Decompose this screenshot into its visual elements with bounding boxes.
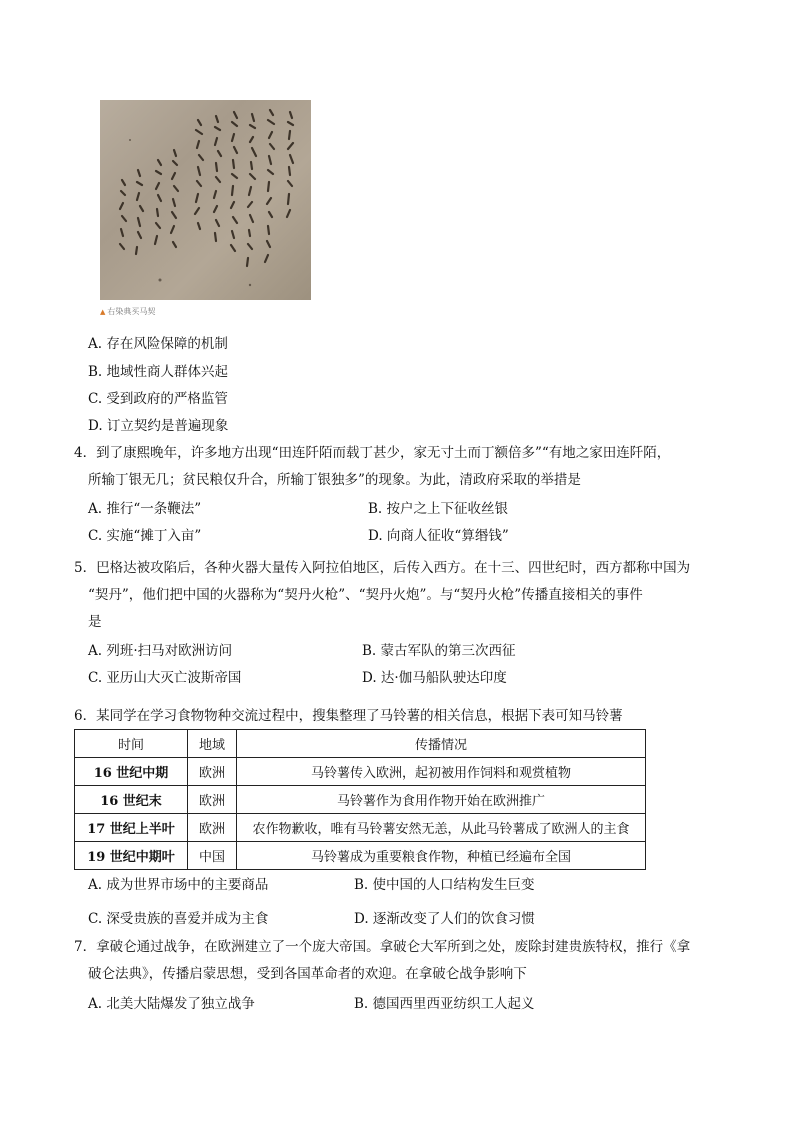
q5-stem-line3: 是 — [88, 614, 102, 630]
q3-option-c: C. 受到政府的严格监管 — [88, 391, 228, 407]
q5-stem-line1: 5．巴格达被攻陷后，各种火器大量传入阿拉伯地区，后传入西方。在十三、四世纪时，西方都称中国为 — [74, 560, 691, 576]
q5-option-a: A. 列班·扫马对欧洲访问 — [88, 643, 233, 659]
table-row — [75, 786, 646, 814]
table-cell-spread: 马铃薯成为重要粮食作物，种植已经遍布全国 — [237, 842, 646, 870]
q5-option-b: B. 蒙古军队的第三次西征 — [362, 643, 516, 659]
q5-option-c: C. 亚历山大灭亡波斯帝国 — [88, 670, 242, 686]
q7-stem-line1: 7．拿破仑通过战争，在欧洲建立了一个庞大帝国。拿破仑大军所到之处，废除封建贵族特权，推行《拿 — [74, 939, 691, 955]
q4-option-c: C. 实施“摊丁入亩” — [88, 528, 202, 544]
table-header-time: 时间 — [75, 730, 188, 758]
q6-option-a: A. 成为世界市场中的主要商品 — [88, 877, 269, 893]
image-caption — [100, 306, 155, 317]
table-cell-region: 欧洲 — [188, 786, 237, 814]
q4-option-d: D. 向商人征收“算缗钱” — [368, 528, 509, 544]
q7-option-b: B. 德国西里西亚纺织工人起义 — [354, 996, 535, 1012]
table-row — [75, 842, 646, 870]
table-row — [75, 758, 646, 786]
table-cell-spread: 农作物歉收，唯有马铃薯安然无恙，从此马铃薯成了欧洲人的主食 — [237, 814, 646, 842]
table-header-region: 地域 — [188, 730, 237, 758]
q3-option-a: A. 存在风险保障的机制 — [88, 336, 228, 352]
q5-stem-line2: “契丹”，他们把中国的火器称为“契丹火枪”、“契丹火炮”。与“契丹火枪”传播直接相关的事件 — [88, 587, 643, 603]
q4-option-a: A. 推行“一条鞭法” — [88, 501, 202, 517]
q3-option-d: D. 订立契约是普遍现象 — [88, 418, 229, 434]
table-cell-time: 17 世纪上半叶 — [75, 814, 188, 842]
table-header-spread: 传播情况 — [237, 730, 646, 758]
table-cell-spread: 马铃薯传入欧洲，起初被用作饲料和观赏植物 — [237, 758, 646, 786]
q6-option-b: B. 使中国的人口结构发生巨变 — [354, 877, 535, 893]
table-cell-region: 欧洲 — [188, 758, 237, 786]
q6-stem: 6．某同学在学习食物物种交流过程中，搜集整理了马铃薯的相关信息，根据下表可知马铃薯 — [74, 708, 623, 724]
triangle-icon: ▲ — [100, 308, 106, 316]
table-cell-time: 19 世纪中期叶 — [75, 842, 188, 870]
table-header-row — [75, 730, 646, 758]
q6-option-c: C. 深受贵族的喜爱并成为主食 — [88, 911, 269, 927]
q7-option-a: A. 北美大陆爆发了独立战争 — [88, 996, 255, 1012]
table-cell-region: 中国 — [188, 842, 237, 870]
q4-stem-line1: 4．到了康熙晚年，许多地方出现“田连阡陌而载丁甚少，家无寸土而丁额倍多”“有地之家田连阡陌， — [74, 445, 671, 461]
table-row — [75, 814, 646, 842]
q3-option-b: B. 地域性商人群体兴起 — [88, 364, 229, 380]
q7-stem-line2: 破仑法典》，传播启蒙思想，受到各国革命者的欢迎。在拿破仑战争影响下 — [88, 966, 527, 982]
q5-option-d: D. 达·伽马船队驶达印度 — [362, 670, 507, 686]
potato-table — [74, 729, 646, 870]
table-cell-spread: 马铃薯作为食用作物开始在欧洲推广 — [237, 786, 646, 814]
q6-option-d: D. 逐渐改变了人们的饮食习惯 — [354, 911, 535, 927]
table-cell-region: 欧洲 — [188, 814, 237, 842]
image-caption-text: 右染典买马契 — [107, 307, 156, 316]
table-cell-time: 16 世纪末 — [75, 786, 188, 814]
q4-stem-line2: 所输丁银无几；贫民粮仅升合，所输丁银独多”的现象。为此，清政府采取的举措是 — [88, 472, 581, 488]
table-cell-time: 16 世纪中期 — [75, 758, 188, 786]
q4-option-b: B. 按户之上下征收丝银 — [368, 501, 509, 517]
manuscript-contract-image — [100, 100, 311, 300]
